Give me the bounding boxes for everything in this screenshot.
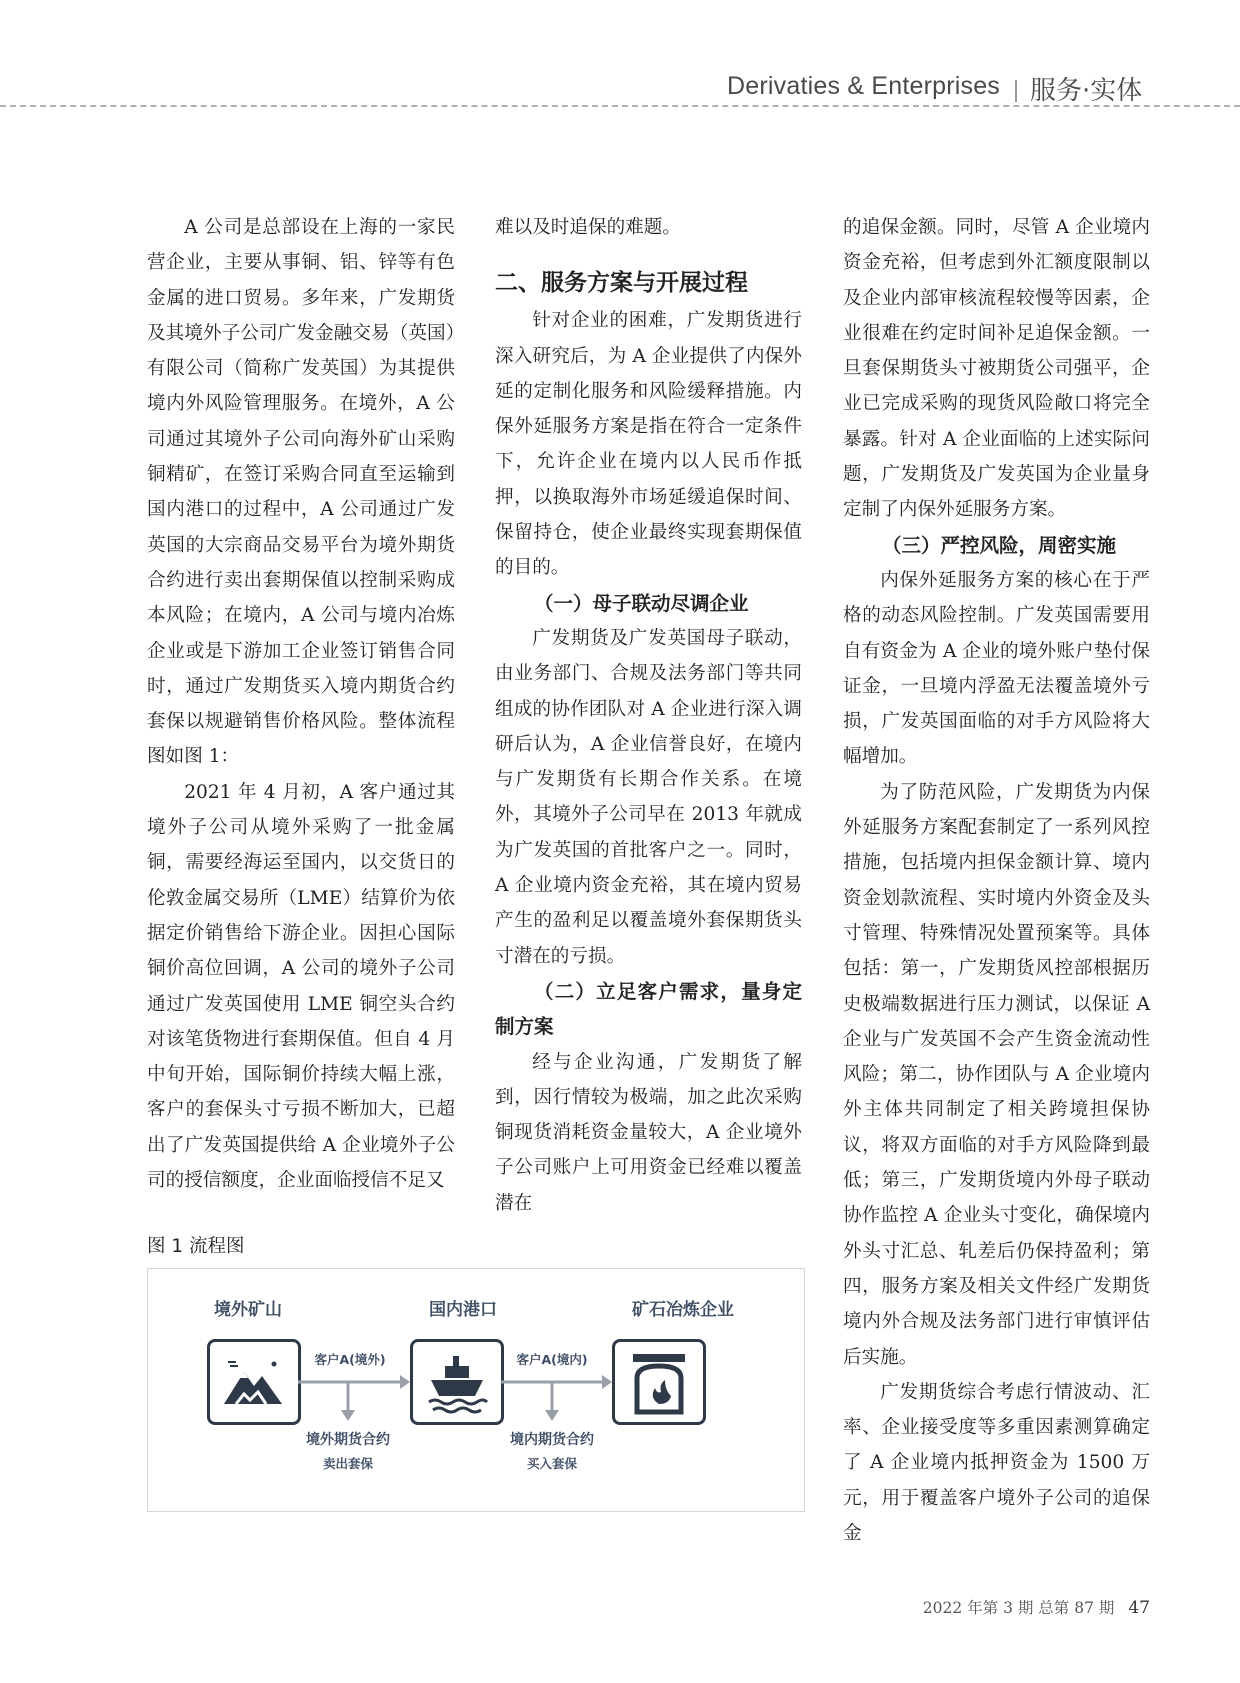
- node-title-smelter: 矿石冶炼企业: [632, 1300, 734, 1320]
- paragraph: 的追保金额。同时，尽管 A 企业境内资金充裕，但考虑到外汇额度限制以及企业内部审核流程较慢等因素，企业很难在约定时间补足追保金额。一旦套保期货头寸被期货公司强平，企业已完成采购的现货风险敞口将完全暴露。针对 A 企业面临的上述实际问题，广发期货及广发英国为企业量身定制了内保外延服务方案。: [843, 217, 1150, 521]
- paragraph: 内保外延服务方案的核心在于严格的动态风险控制。广发英国需要用自有资金为 A 企业的境外账户垫付保证金，一旦境内浮盈无法覆盖境外亏损，广发英国面临的对手方风险将大幅增加。: [843, 569, 1150, 768]
- paragraph: 经与企业沟通，广发期货了解到，因行情较为极端，加之此次采购铜现货消耗资金量较大，A 企业境外子公司账户上可用资金已经难以覆盖潜在: [495, 1051, 802, 1214]
- header-chinese-title: 服务·实体: [1030, 76, 1143, 106]
- contract-overseas-hedge: 卖出套保: [322, 1456, 373, 1471]
- subsection-heading: （二）立足客户需求，量身定制方案: [495, 979, 802, 1039]
- node-title-domestic-port: 国内港口: [429, 1300, 497, 1320]
- page-number: 47: [1128, 1598, 1150, 1618]
- arrow-label-domestic: 客户A(境内): [516, 1352, 588, 1367]
- paragraph: 广发期货综合考虑行情波动、汇率、企业接受度等多重因素测算确定了 A 企业境内抵押资金为 1500 万元，用于覆盖客户境外子公司的追保金: [843, 1381, 1150, 1544]
- section-heading: 二、服务方案与开展过程: [495, 270, 748, 297]
- contract-domestic: 境内期货合约: [510, 1432, 594, 1448]
- page-footer: [880, 1596, 1150, 1618]
- text-column-3: [843, 210, 1150, 1551]
- contract-domestic-hedge: 买入套保: [526, 1456, 577, 1471]
- paragraph: 为了防范风险，广发期货为内保外延服务方案配套制定了一系列风控措施，包括境内担保金额计算、境内资金划款流程、实时境内外资金及头寸管理、特殊情况处置预案等。具体包括：第一，广发期货风控部根据历史极端数据进行压力测试，以保证 A 企业与广发英国不会产生资金流动性风险；第二，协作团队与 A 企业境内外主体共同制定了相关跨境担保协议，将双方面临的对手方风险降到最低；第三，广发期货境内外母子联动协作监控 A 企业头寸变化，确保境内外头寸汇总、轧差后仍保持盈利；第四，服务方案及相关文件经广发期货境内外合规及法务部门进行审慎评估后实施。: [843, 781, 1150, 1368]
- text-column-2: [495, 210, 802, 1221]
- contract-overseas: 境外期货合约: [306, 1432, 390, 1448]
- paragraph: 难以及时追保的难题。: [495, 217, 681, 238]
- subsection-heading: （一）母子联动尽调企业: [534, 591, 749, 615]
- arrow-label-overseas: 客户A(境外): [314, 1352, 386, 1367]
- paragraph: 广发期货及广发英国母子联动，由业务部门、合规及法务部门等共同组成的协作团队对 A 企业进行深入调研后认为，A 企业信誉良好，在境内与广发期货有长期合作关系。在境外，其境外子公司早在 2013 年就成为广发英国的首批客户之一。同时，A 企业境内资金充裕，其在境内贸易产生的盈利足以覆盖境外套保期货头寸潜在的亏损。: [495, 627, 802, 967]
- issue-info: 2022 年第 3 期 总第 87 期: [922, 1599, 1115, 1617]
- header-separator: [1015, 80, 1017, 102]
- node-title-overseas-mine: 境外矿山: [214, 1300, 282, 1320]
- subsection-heading: （三）严控风险，周密实施: [882, 533, 1117, 557]
- header-dashed-rule: [0, 105, 1240, 107]
- figure-caption: 图 1 流程图: [147, 1236, 245, 1257]
- paragraph: 2021 年 4 月初，A 客户通过其境外子公司从境外采购了一批金属铜，需要经海运至国内，以交货日的伦敦金属交易所（LME）结算价为依据定价销售给下游企业。因担心国际铜价高位回调，A 公司的境外子公司通过广发英国使用 LME 铜空头合约对该笔货物进行套期保值。但自 4 月中旬开始，国际铜价持续大幅上涨，客户的套保头寸亏损不断加大，已超出了广发英国提供给 A 企业境外子公司的授信额度，企业面临授信不足又: [147, 781, 455, 1192]
- header-english-title: Derivaties & Enterprises: [727, 72, 1000, 100]
- flow-arrows: [148, 1269, 804, 1511]
- text-column-1: [147, 210, 455, 1198]
- paragraph: 针对企业的困难，广发期货进行深入研究后，为 A 企业提供了内保外延的定制化服务和风险缓释措施。内保外延服务方案是指在符合一定条件下，允许企业在境内以人民币作抵押，以换取海外市场延缓追保时间、保留持仓，使企业最终实现套期保值的目的。: [495, 310, 802, 579]
- flowchart-figure: [147, 1268, 805, 1512]
- paragraph: A 公司是总部设在上海的一家民营企业，主要从事铜、铝、锌等有色金属的进口贸易。多年来，广发期货及其境外子公司广发金融交易（英国）有限公司（简称广发英国）为其提供境内外风险管理服务。在境外，A 公司通过其境外子公司向海外矿山采购铜精矿，在签订采购合同直至运输到国内港口的过程中，A 公司通过广发英国的大宗商品交易平台为境外期货合约进行卖出套期保值以控制采购成本风险；在境内，A 公司与境内冶炼企业或是下游加工企业签订销售合同时，通过广发期货买入境内期货合约套保以规避销售价格风险。整体流程图如图 1：: [147, 217, 455, 768]
